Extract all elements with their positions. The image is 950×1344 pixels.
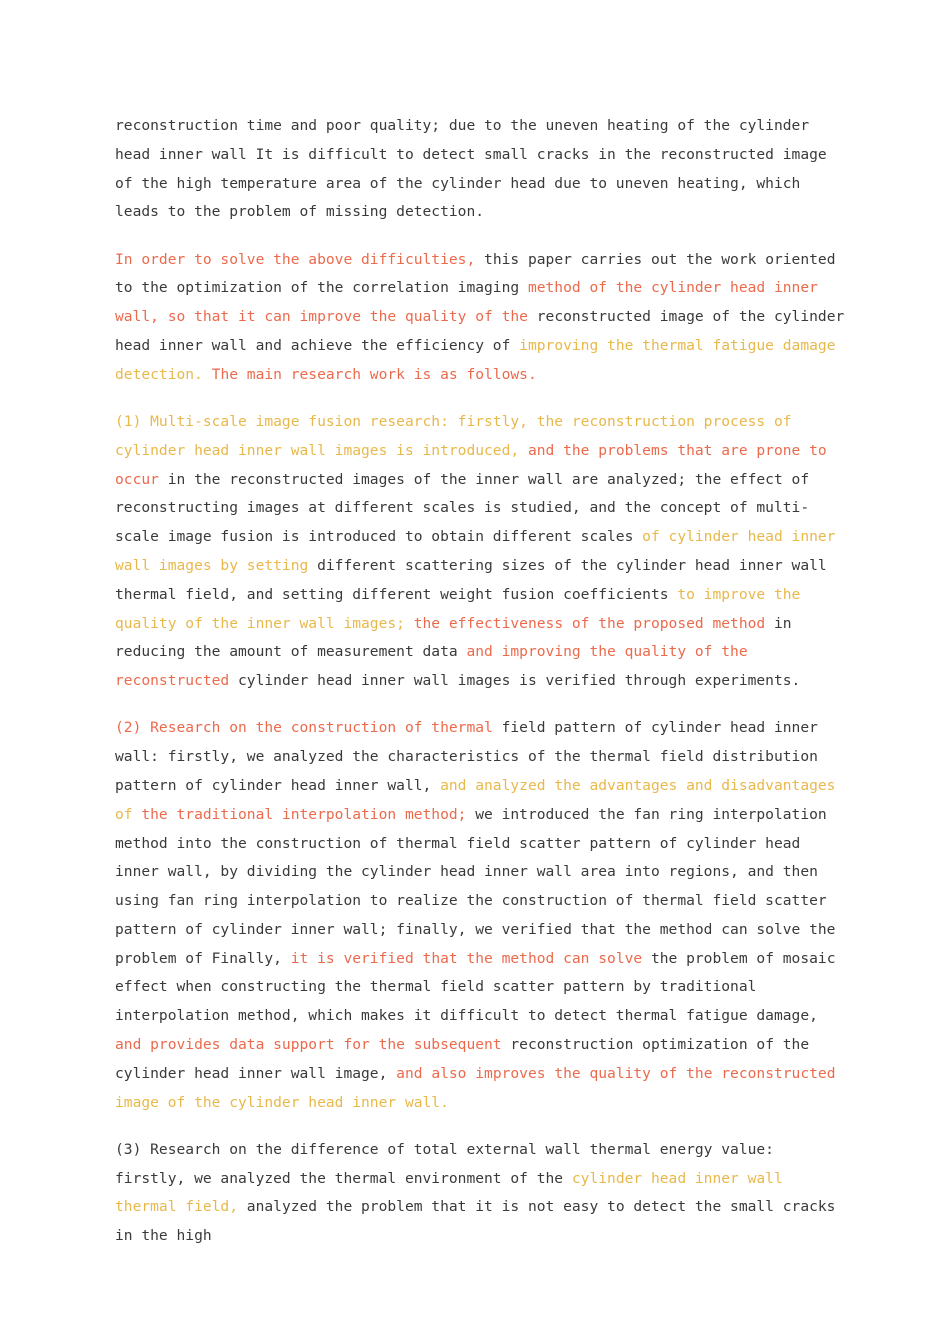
- text-segment: and improving the quality of the reconstructed: [115, 643, 748, 690]
- text-segment: the effectiveness of the proposed method: [413, 614, 774, 632]
- text-segment: and the problems that are prone to occur: [115, 441, 827, 488]
- text-segment: field pattern of cylinder head inner wall: firstly, we analyzed the characteristics of the thermal field distribution pattern of cylinder head inner wall,: [115, 719, 818, 794]
- paragraph-objective: [115, 246, 845, 390]
- text-segment: and also improves the quality of the reconstructed: [396, 1064, 836, 1082]
- paragraph-item-1: [115, 408, 845, 696]
- text-segment: cylinder head inner wall images is verified through experiments.: [238, 672, 801, 690]
- text-segment: reconstructed image of the cylinder head inner wall and achieve the efficiency of: [115, 308, 845, 354]
- text-segment: in reducing the amount of measurement data: [115, 614, 792, 661]
- text-segment: it is verified that the method can solve: [290, 949, 651, 967]
- text-segment: (1) Multi-scale image fusion research: firstly, the reconstruction process of cylinder head inner wall images is introduced,: [115, 412, 792, 459]
- text-segment: this paper carries out the work oriented to the optimization of the correlation imaging: [115, 250, 836, 297]
- text-segment: In order to solve the above difficulties,: [115, 250, 485, 268]
- text-segment: we introduced the fan ring interpolation method into the construction of thermal field scatter pattern of cylinder head inner wall, by dividing the cylinder head inner wall area into regions, and then using fan ring interpolation to realize the construction of thermal field scatter pattern of cylinder inner wall; finally, we verified that the method can solve the problem of Finally,: [115, 805, 836, 967]
- document-body: [115, 112, 845, 1269]
- text-segment: and provides data support for the subsequent: [115, 1036, 511, 1054]
- text-segment: The main research work is as follows.: [211, 365, 537, 383]
- text-segment: the traditional interpolation method;: [141, 805, 476, 823]
- text-segment: (2) Research on the construction of thermal: [115, 719, 502, 737]
- paragraph-item-2: [115, 714, 845, 1117]
- text-segment: of cylinder head inner wall images by setting: [115, 528, 836, 574]
- text-segment: to improve the quality of the inner wall images;: [115, 585, 801, 632]
- text-segment: analyzed the problem that it is not easy to detect the small cracks in the high: [115, 1198, 836, 1245]
- text-segment: and analyzed the advantages and disadvantages of: [115, 776, 836, 823]
- text-segment: the problem of mosaic effect when constructing the thermal field scatter pattern by traditional interpolation method, which makes it difficult to detect thermal fatigue damage,: [115, 949, 836, 1025]
- text-segment: image of the cylinder head inner wall.: [115, 1093, 449, 1111]
- text-segment: reconstruction time and poor quality; due to the uneven heating of the cylinder head inner wall It is difficult to detect small cracks in the reconstructed image of the high temperature area of the cylinder head due to uneven heating, which leads to the problem of missing detection.: [115, 117, 827, 221]
- text-segment: (3) Research on the difference of total external wall thermal energy value: firstly, we analyzed the thermal environment of the: [115, 1140, 774, 1187]
- text-segment: method of the cylinder head inner wall, so that it can improve the quality of the: [115, 279, 818, 326]
- paragraph-item-3: [115, 1136, 845, 1251]
- text-segment: in the reconstructed images of the inner wall are analyzed; the effect of reconstructing images at different scales is studied, and the concept of multi-scale image fusion is introduced to obtain different scales: [115, 470, 810, 546]
- paragraph-intro: [115, 112, 845, 227]
- text-segment: different scattering sizes of the cylinder head inner wall thermal field, and setting different weight fusion coefficients: [115, 556, 827, 603]
- text-segment: reconstruction optimization of the cylinder head inner wall image,: [115, 1036, 810, 1082]
- text-segment: cylinder head inner wall thermal field,: [115, 1169, 783, 1216]
- text-segment: improving the thermal fatigue damage detection.: [115, 336, 836, 383]
